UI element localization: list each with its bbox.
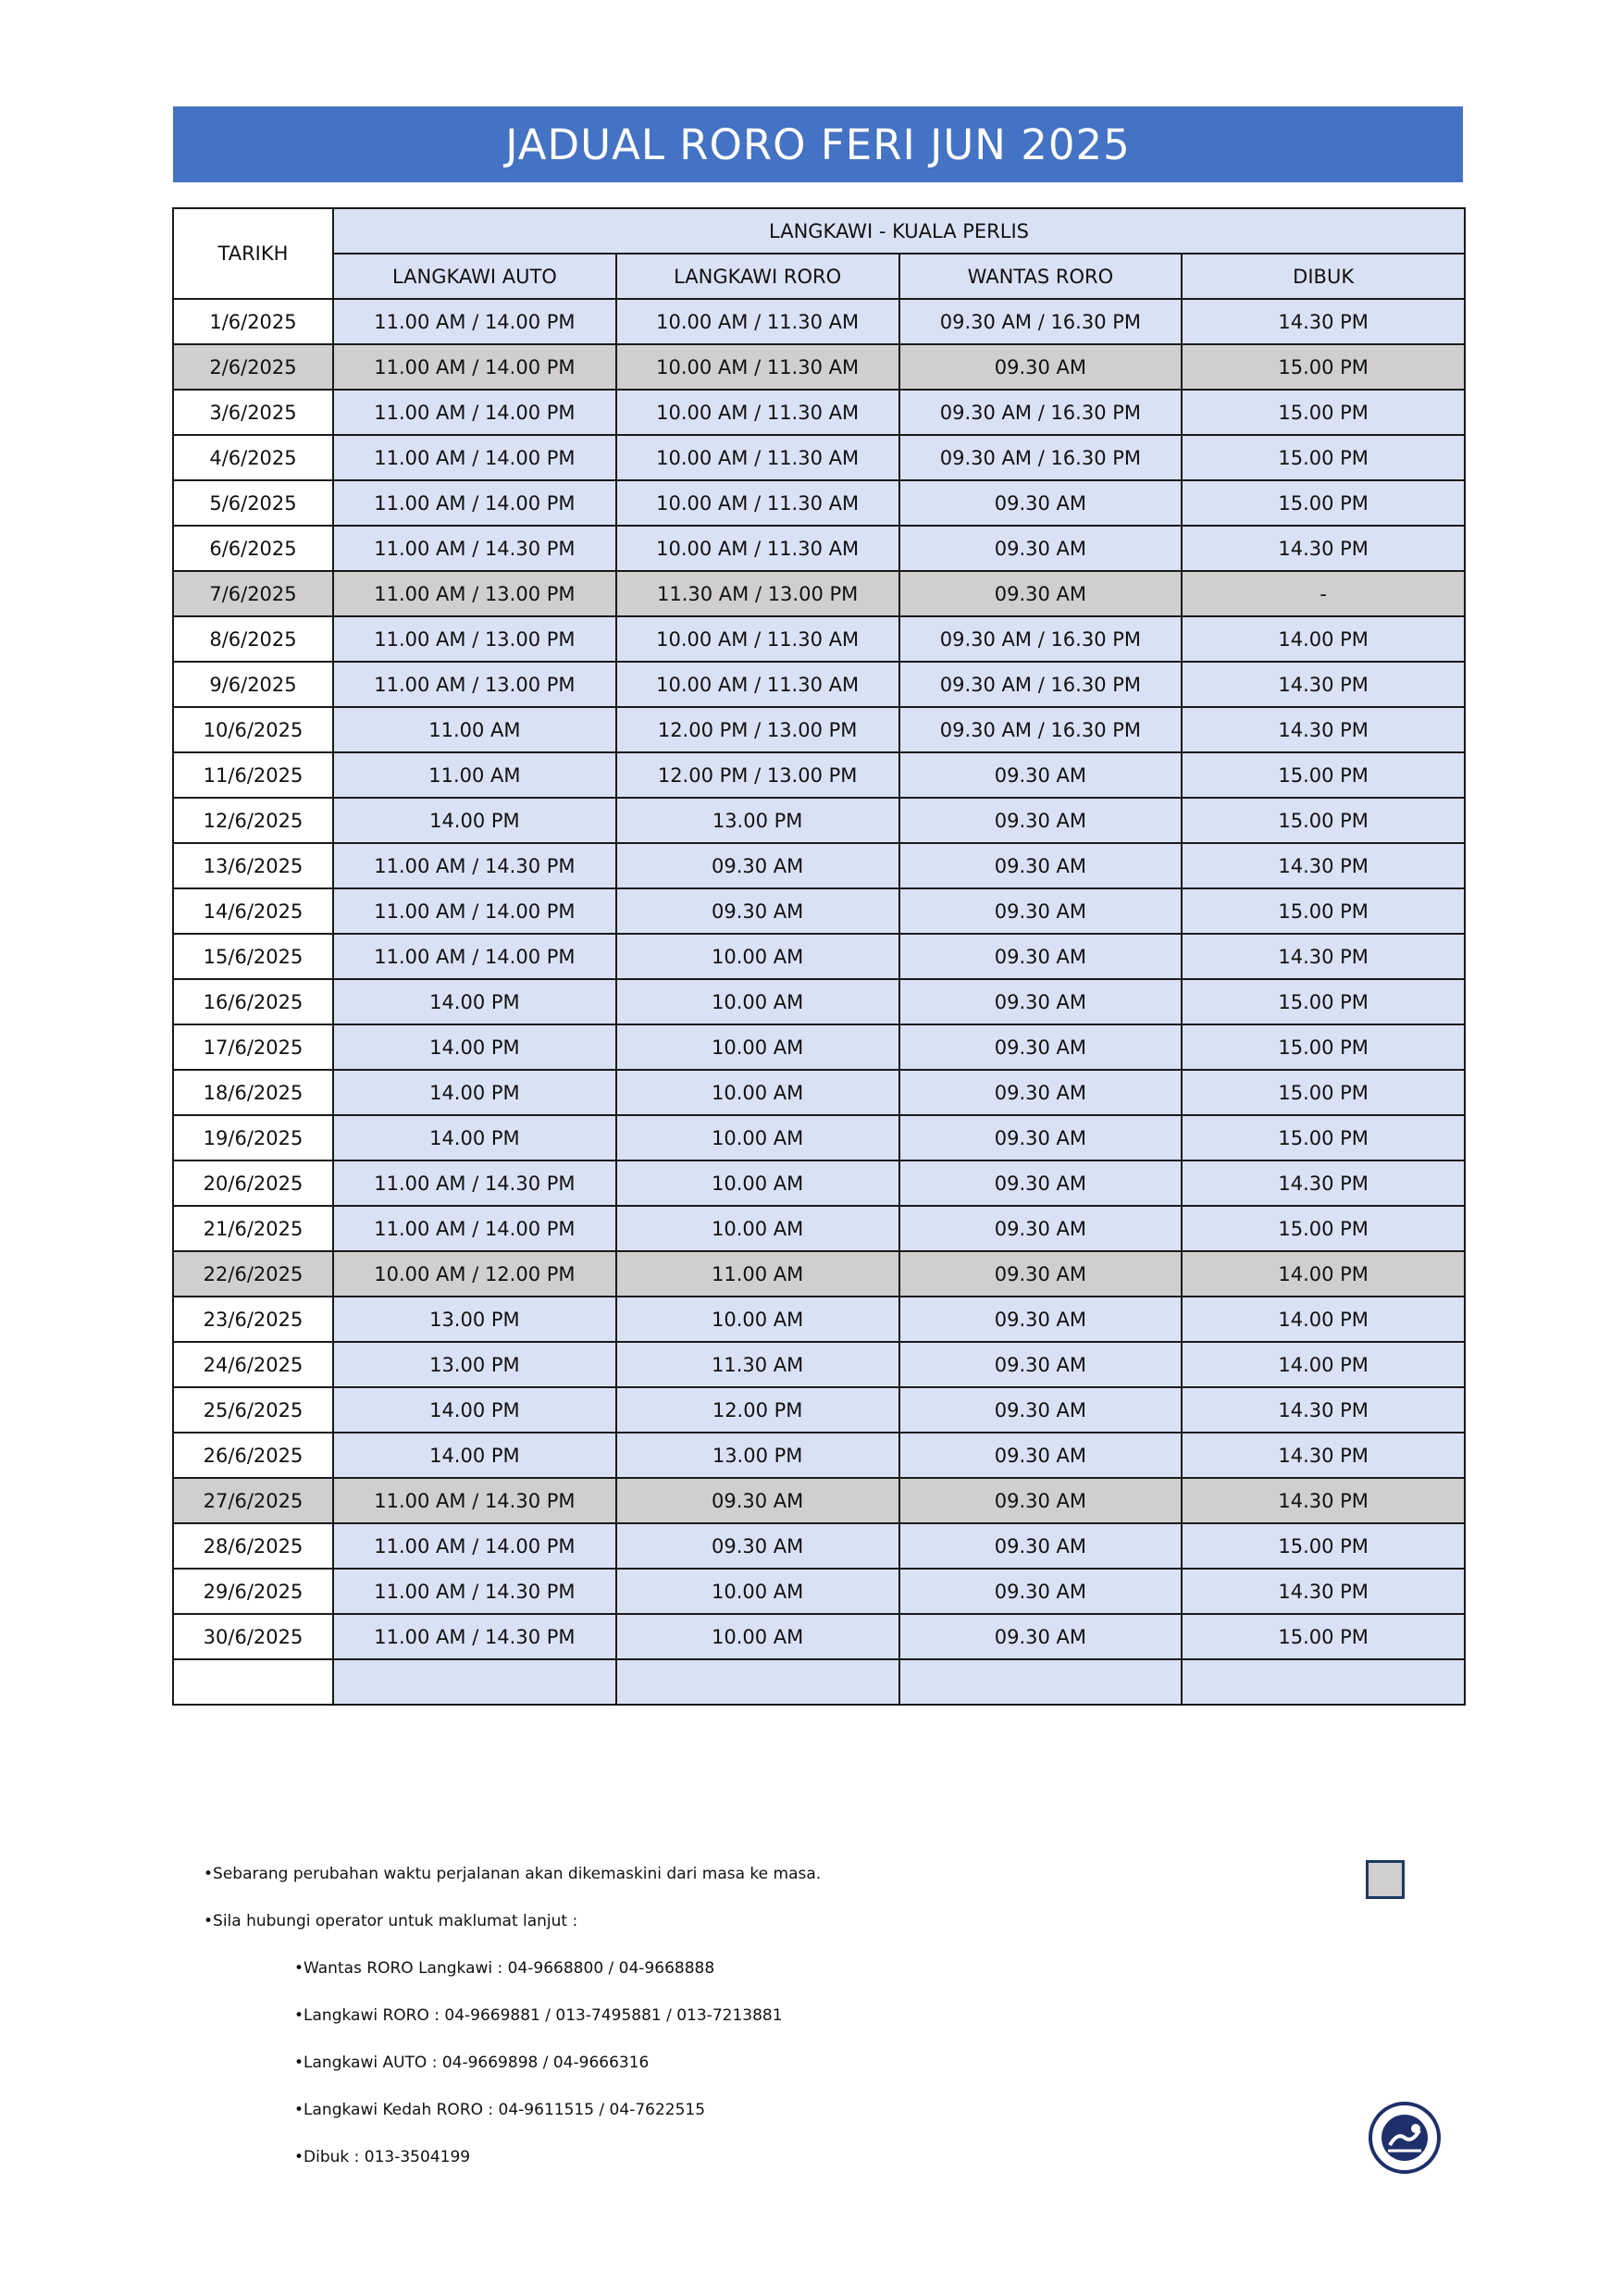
time-cell: 11.00 AM / 14.30 PM xyxy=(333,1569,616,1614)
date-cell: 20/6/2025 xyxy=(173,1160,333,1206)
table-row xyxy=(173,616,1465,662)
time-cell: 11.00 AM / 14.30 PM xyxy=(333,843,616,888)
table-row xyxy=(173,1569,1465,1614)
table-row xyxy=(173,1024,1465,1070)
table-row xyxy=(173,299,1465,344)
time-cell: 10.00 AM xyxy=(616,1569,899,1614)
time-cell: 14.00 PM xyxy=(333,1024,616,1070)
time-cell: 09.30 AM xyxy=(899,526,1183,571)
date-cell: 7/6/2025 xyxy=(173,571,333,616)
date-cell: 8/6/2025 xyxy=(173,616,333,662)
table-row xyxy=(173,707,1465,752)
date-cell: 14/6/2025 xyxy=(173,888,333,934)
time-cell: 09.30 AM xyxy=(899,798,1183,843)
time-cell: 09.30 AM xyxy=(899,1342,1183,1387)
note-line: •Langkawi RORO : 04-9669881 / 013-7495881 / 013-7213881 xyxy=(294,2006,783,2025)
time-cell: 14.00 PM xyxy=(333,1433,616,1478)
time-cell xyxy=(1182,1659,1465,1705)
time-cell: 11.00 AM / 13.00 PM xyxy=(333,571,616,616)
time-cell: 11.00 AM / 14.00 PM xyxy=(333,1206,616,1251)
time-cell: 13.00 PM xyxy=(616,1433,899,1478)
time-cell: 09.30 AM xyxy=(616,888,899,934)
time-cell: 14.30 PM xyxy=(1182,1387,1465,1433)
time-cell: 11.30 AM xyxy=(616,1342,899,1387)
note-line: •Sebarang perubahan waktu perjalanan akan dikemaskini dari masa ke masa. xyxy=(204,1865,822,1883)
table-row xyxy=(173,798,1465,843)
time-cell: 15.00 PM xyxy=(1182,979,1465,1024)
date-cell: 18/6/2025 xyxy=(173,1070,333,1115)
time-cell: 10.00 AM xyxy=(616,1070,899,1115)
operator-header: DIBUK xyxy=(1182,254,1465,299)
table-row xyxy=(173,1523,1465,1569)
table-row xyxy=(173,1659,1465,1705)
time-cell: 09.30 AM xyxy=(899,1115,1183,1160)
time-cell: 15.00 PM xyxy=(1182,480,1465,526)
time-cell: 10.00 AM / 11.30 AM xyxy=(616,662,899,707)
note-line: •Wantas RORO Langkawi : 04-9668800 / 04-9668888 xyxy=(294,1959,715,1978)
date-cell: 12/6/2025 xyxy=(173,798,333,843)
time-cell: 15.00 PM xyxy=(1182,1070,1465,1115)
date-cell: 9/6/2025 xyxy=(173,662,333,707)
time-cell: 09.30 AM xyxy=(899,1433,1183,1478)
time-cell: 11.00 AM / 14.00 PM xyxy=(333,480,616,526)
operator-header: WANTAS RORO xyxy=(899,254,1183,299)
time-cell: 14.00 PM xyxy=(333,1115,616,1160)
time-cell: 11.00 AM / 14.30 PM xyxy=(333,526,616,571)
date-cell: 27/6/2025 xyxy=(173,1478,333,1523)
time-cell: 14.00 PM xyxy=(333,1070,616,1115)
date-cell: 13/6/2025 xyxy=(173,843,333,888)
time-cell: 11.00 AM / 14.30 PM xyxy=(333,1160,616,1206)
time-cell: 09.30 AM xyxy=(616,1478,899,1523)
time-cell: 14.30 PM xyxy=(1182,934,1465,979)
time-cell: 15.00 PM xyxy=(1182,1206,1465,1251)
time-cell: 09.30 AM xyxy=(899,1614,1183,1659)
time-cell: 10.00 AM / 11.30 AM xyxy=(616,616,899,662)
table-row xyxy=(173,752,1465,798)
table-row xyxy=(173,934,1465,979)
table-row xyxy=(173,662,1465,707)
table-row xyxy=(173,480,1465,526)
time-cell: 10.00 AM / 12.00 PM xyxy=(333,1251,616,1297)
date-cell: 29/6/2025 xyxy=(173,1569,333,1614)
time-cell: 09.30 AM xyxy=(616,843,899,888)
time-cell: 11.00 AM / 13.00 PM xyxy=(333,616,616,662)
time-cell: 14.30 PM xyxy=(1182,1433,1465,1478)
time-cell: 11.00 AM / 14.30 PM xyxy=(333,1614,616,1659)
time-cell: 11.00 AM xyxy=(333,707,616,752)
time-cell: 09.30 AM / 16.30 PM xyxy=(899,390,1183,435)
time-cell: 15.00 PM xyxy=(1182,1024,1465,1070)
table-row xyxy=(173,344,1465,390)
date-cell: 30/6/2025 xyxy=(173,1614,333,1659)
time-cell: 11.00 AM / 14.30 PM xyxy=(333,1478,616,1523)
page-title: JADUAL RORO FERI JUN 2025 xyxy=(173,106,1463,182)
time-cell: 09.30 AM xyxy=(899,1160,1183,1206)
date-cell xyxy=(173,1659,333,1705)
time-cell: 15.00 PM xyxy=(1182,435,1465,480)
time-cell: 09.30 AM xyxy=(899,1569,1183,1614)
time-cell: 14.30 PM xyxy=(1182,526,1465,571)
time-cell: 09.30 AM xyxy=(899,1478,1183,1523)
date-cell: 25/6/2025 xyxy=(173,1387,333,1433)
route-header: LANGKAWI - KUALA PERLIS xyxy=(333,208,1465,254)
date-cell: 24/6/2025 xyxy=(173,1342,333,1387)
time-cell: 10.00 AM xyxy=(616,934,899,979)
time-cell: 14.00 PM xyxy=(333,798,616,843)
time-cell: 14.30 PM xyxy=(1182,1478,1465,1523)
operator-header: LANGKAWI RORO xyxy=(616,254,899,299)
date-cell: 5/6/2025 xyxy=(173,480,333,526)
time-cell: 15.00 PM xyxy=(1182,344,1465,390)
time-cell: 11.00 AM / 14.00 PM xyxy=(333,390,616,435)
table-row xyxy=(173,435,1465,480)
table-row xyxy=(173,1342,1465,1387)
time-cell: 14.30 PM xyxy=(1182,299,1465,344)
time-cell: 09.30 AM xyxy=(899,571,1183,616)
date-cell: 28/6/2025 xyxy=(173,1523,333,1569)
time-cell: 09.30 AM / 16.30 PM xyxy=(899,299,1183,344)
table-row xyxy=(173,571,1465,616)
time-cell: 09.30 AM xyxy=(899,888,1183,934)
time-cell: 10.00 AM / 11.30 AM xyxy=(616,299,899,344)
time-cell xyxy=(899,1659,1183,1705)
table-row xyxy=(173,888,1465,934)
time-cell: 09.30 AM xyxy=(899,1070,1183,1115)
time-cell: 09.30 AM xyxy=(899,934,1183,979)
date-cell: 26/6/2025 xyxy=(173,1433,333,1478)
time-cell: 15.00 PM xyxy=(1182,798,1465,843)
time-cell: 09.30 AM xyxy=(899,1523,1183,1569)
langkawi-ferry-logo-icon xyxy=(1368,2101,1442,2175)
time-cell: 11.00 AM / 13.00 PM xyxy=(333,662,616,707)
time-cell: 13.00 PM xyxy=(616,798,899,843)
time-cell: 09.30 AM xyxy=(899,1251,1183,1297)
time-cell: 14.00 PM xyxy=(1182,1251,1465,1297)
operator-header: LANGKAWI AUTO xyxy=(333,254,616,299)
time-cell: 15.00 PM xyxy=(1182,1614,1465,1659)
time-cell: 09.30 AM / 16.30 PM xyxy=(899,707,1183,752)
time-cell: 14.00 PM xyxy=(333,1387,616,1433)
time-cell: 11.00 AM / 14.00 PM xyxy=(333,299,616,344)
time-cell: 14.00 PM xyxy=(333,979,616,1024)
time-cell: 10.00 AM xyxy=(616,1024,899,1070)
time-cell: 12.00 PM xyxy=(616,1387,899,1433)
time-cell: 13.00 PM xyxy=(333,1342,616,1387)
table-row xyxy=(173,843,1465,888)
time-cell: 10.00 AM / 11.30 AM xyxy=(616,480,899,526)
note-line: •Dibuk : 013-3504199 xyxy=(294,2148,471,2166)
time-cell: 13.00 PM xyxy=(333,1297,616,1342)
date-cell: 23/6/2025 xyxy=(173,1297,333,1342)
time-cell: 10.00 AM / 11.30 AM xyxy=(616,526,899,571)
time-cell: 15.00 PM xyxy=(1182,1523,1465,1569)
time-cell: 10.00 AM xyxy=(616,1160,899,1206)
time-cell: 09.30 AM / 16.30 PM xyxy=(899,435,1183,480)
time-cell: 14.00 PM xyxy=(1182,1342,1465,1387)
time-cell: 09.30 AM xyxy=(899,1387,1183,1433)
date-column-header: TARIKH xyxy=(173,208,333,299)
table-row xyxy=(173,1115,1465,1160)
time-cell: 09.30 AM xyxy=(899,480,1183,526)
time-cell: 09.30 AM xyxy=(899,1297,1183,1342)
note-line: •Sila hubungi operator untuk maklumat lanjut : xyxy=(204,1912,578,1930)
date-cell: 11/6/2025 xyxy=(173,752,333,798)
table-row xyxy=(173,1614,1465,1659)
time-cell: 11.00 AM / 14.00 PM xyxy=(333,1523,616,1569)
table-row xyxy=(173,1070,1465,1115)
time-cell: 09.30 AM / 16.30 PM xyxy=(899,662,1183,707)
table-row xyxy=(173,1206,1465,1251)
time-cell: 09.30 AM xyxy=(899,1206,1183,1251)
time-cell: 10.00 AM / 11.30 AM xyxy=(616,390,899,435)
date-cell: 19/6/2025 xyxy=(173,1115,333,1160)
time-cell: 11.00 AM / 14.00 PM xyxy=(333,435,616,480)
date-cell: 1/6/2025 xyxy=(173,299,333,344)
date-cell: 10/6/2025 xyxy=(173,707,333,752)
time-cell: 14.00 PM xyxy=(1182,1297,1465,1342)
table-row xyxy=(173,1251,1465,1297)
time-cell: 10.00 AM / 11.30 AM xyxy=(616,435,899,480)
table-row xyxy=(173,1160,1465,1206)
table-row xyxy=(173,979,1465,1024)
table-row xyxy=(173,390,1465,435)
date-cell: 4/6/2025 xyxy=(173,435,333,480)
time-cell: 14.30 PM xyxy=(1182,843,1465,888)
table-row xyxy=(173,1433,1465,1478)
time-cell: 09.30 AM xyxy=(899,979,1183,1024)
time-cell: 09.30 AM xyxy=(899,752,1183,798)
date-cell: 6/6/2025 xyxy=(173,526,333,571)
time-cell: 09.30 AM xyxy=(899,344,1183,390)
date-cell: 22/6/2025 xyxy=(173,1251,333,1297)
table-row xyxy=(173,526,1465,571)
time-cell: 14.30 PM xyxy=(1182,707,1465,752)
schedule-body xyxy=(173,299,1465,1705)
time-cell: 10.00 AM xyxy=(616,1206,899,1251)
notes-section xyxy=(204,1865,821,2195)
date-cell: 16/6/2025 xyxy=(173,979,333,1024)
time-cell: 10.00 AM / 11.30 AM xyxy=(616,344,899,390)
operator-header-row xyxy=(173,254,1465,299)
time-cell xyxy=(333,1659,616,1705)
time-cell: 09.30 AM xyxy=(899,1024,1183,1070)
time-cell: 11.00 AM / 14.00 PM xyxy=(333,344,616,390)
time-cell: 15.00 PM xyxy=(1182,1115,1465,1160)
table-row xyxy=(173,1297,1465,1342)
date-cell: 15/6/2025 xyxy=(173,934,333,979)
date-cell: 17/6/2025 xyxy=(173,1024,333,1070)
date-cell: 2/6/2025 xyxy=(173,344,333,390)
time-cell: 15.00 PM xyxy=(1182,390,1465,435)
time-cell: 11.00 AM / 14.00 PM xyxy=(333,888,616,934)
time-cell: 12.00 PM / 13.00 PM xyxy=(616,752,899,798)
note-line: •Langkawi AUTO : 04-9669898 / 04-9666316 xyxy=(294,2054,650,2072)
time-cell: 15.00 PM xyxy=(1182,888,1465,934)
time-cell: 10.00 AM xyxy=(616,979,899,1024)
time-cell: - xyxy=(1182,571,1465,616)
time-cell: 15.00 PM xyxy=(1182,752,1465,798)
time-cell: 14.30 PM xyxy=(1182,1160,1465,1206)
time-cell: 11.00 AM xyxy=(616,1251,899,1297)
date-cell: 21/6/2025 xyxy=(173,1206,333,1251)
highlight-legend-swatch xyxy=(1366,1860,1405,1899)
time-cell xyxy=(616,1659,899,1705)
table-row xyxy=(173,1387,1465,1433)
time-cell: 12.00 PM / 13.00 PM xyxy=(616,707,899,752)
ferry-schedule-table xyxy=(172,207,1466,1706)
time-cell: 14.00 PM xyxy=(1182,616,1465,662)
time-cell: 10.00 AM xyxy=(616,1297,899,1342)
date-cell: 3/6/2025 xyxy=(173,390,333,435)
time-cell: 09.30 AM xyxy=(899,843,1183,888)
time-cell: 11.30 AM / 13.00 PM xyxy=(616,571,899,616)
time-cell: 11.00 AM / 14.00 PM xyxy=(333,934,616,979)
time-cell: 10.00 AM xyxy=(616,1614,899,1659)
note-line: •Langkawi Kedah RORO : 04-9611515 / 04-7622515 xyxy=(294,2101,706,2119)
time-cell: 11.00 AM xyxy=(333,752,616,798)
time-cell: 14.30 PM xyxy=(1182,1569,1465,1614)
time-cell: 09.30 AM xyxy=(616,1523,899,1569)
time-cell: 10.00 AM xyxy=(616,1115,899,1160)
time-cell: 14.30 PM xyxy=(1182,662,1465,707)
time-cell: 09.30 AM / 16.30 PM xyxy=(899,616,1183,662)
table-row xyxy=(173,1478,1465,1523)
